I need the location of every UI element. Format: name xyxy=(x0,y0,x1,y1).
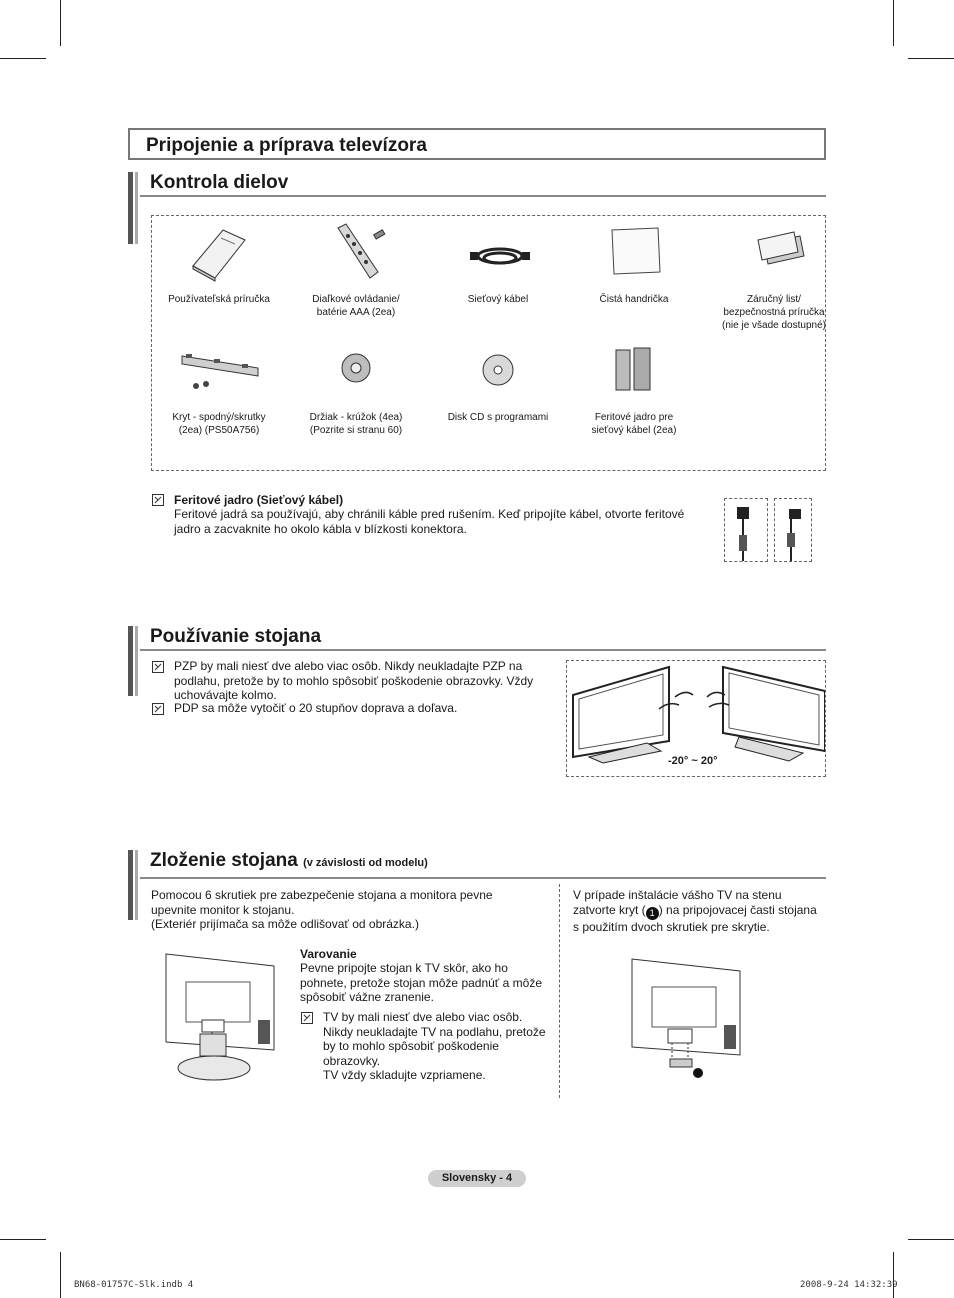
section-heading-assembly xyxy=(150,850,428,872)
part-ferrite xyxy=(566,340,702,437)
plug-icon xyxy=(725,499,769,563)
section-heading-stand-use: Používanie stojana xyxy=(150,626,322,647)
crop-mark xyxy=(60,0,61,46)
part-label: Kryt - spodný/skrutky (2ea) (PS50A756) xyxy=(172,412,266,436)
section-rule xyxy=(140,649,826,651)
part-power-cord xyxy=(430,222,566,306)
assembly-right-text-a: V prípade inštalácie vášho TV na stenu zatvorte kryt ( xyxy=(573,888,782,917)
part-label: Diaľkové ovládanie/ batérie AAA (2ea) xyxy=(312,294,400,318)
plug-icon xyxy=(775,499,813,563)
holder-ring-icon xyxy=(316,340,396,402)
part-label: Držiak - krúžok (4ea) (Pozrite si stranu 60) xyxy=(309,412,403,436)
remote-icon xyxy=(316,222,396,284)
section-rule xyxy=(140,877,826,879)
part-label: Disk CD s programami xyxy=(447,412,549,423)
cover-screws-icon xyxy=(174,340,264,402)
tv-back-stand-icon xyxy=(162,950,282,1088)
part-label: Čistá handrička xyxy=(599,294,669,305)
angle-label: -20° ~ 20° xyxy=(668,755,718,767)
part-label: Záručný list/ bezpečnostná príručka (nie je všade dostupné) xyxy=(722,294,826,331)
warning-title: Varovanie xyxy=(300,947,357,961)
column-divider xyxy=(559,884,560,1098)
part-label: Používateľská príručka xyxy=(168,294,270,305)
ferrite-illustration xyxy=(724,498,768,562)
part-cover-screws xyxy=(151,340,287,437)
warranty-card-icon xyxy=(734,222,814,284)
part-label: Sieťový kábel xyxy=(467,294,529,305)
section-heading-assembly-text: Zloženie stojana xyxy=(150,850,298,871)
marker-one: 1 xyxy=(646,907,659,920)
part-holder-ring xyxy=(288,340,424,437)
crop-mark xyxy=(0,1239,46,1240)
warning-note: TV by mali niesť dve alebo viac osôb. Nikdy neukladajte TV na podlahu, pretože by to mohlo spôsobiť poškodenie obrazovky. TV vždy skladujte vzpriamene. xyxy=(323,1010,546,1083)
ferrite-note-body: Feritové jadrá sa používajú, aby chránili káble pred rušením. Keď pripojíte kábel, otvorte feritové jadro a zacvaknite ho okolo kábla v blízkosti konektora. xyxy=(174,507,685,536)
assembly-right-text-b: ) na pripojovacej časti stojana s použitím dvoch skrutiek pre skrytie. xyxy=(573,902,817,934)
crop-mark xyxy=(908,1239,954,1240)
crop-mark xyxy=(893,0,894,46)
crop-mark xyxy=(893,1252,894,1298)
file-info: BN68-01757C-Slk.indb 4 xyxy=(74,1280,194,1290)
page-title: Pripojenie a príprava televízora xyxy=(128,128,826,160)
power-cord-icon xyxy=(458,222,538,284)
part-cloth xyxy=(566,222,702,306)
assembly-right-text xyxy=(573,888,825,934)
crop-mark xyxy=(908,58,954,59)
assembly-left-text: Pomocou 6 skrutiek pre zabezpečenie stojana a monitora pevne upevnite monitor k stojanu. (Exteriér prijímača sa môže odlišovať od obrázka.) xyxy=(151,888,493,932)
print-timestamp: 2008-9-24 14:32:39 xyxy=(800,1280,898,1290)
note-icon xyxy=(152,494,164,506)
ferrite-core-icon xyxy=(594,340,674,402)
ferrite-illustration xyxy=(774,498,812,562)
stand-use-note-1: PZP by mali niesť dve alebo viac osôb. Nikdy neukladajte PZP na podlahu, pretože by to mohlo spôsobiť poškodenie obrazovky. Vždy uchovávajte kolmo. xyxy=(174,659,534,703)
section-bar xyxy=(128,172,140,244)
part-remote xyxy=(288,222,424,319)
tv-back-cover-icon xyxy=(628,955,748,1079)
note-icon xyxy=(301,1012,313,1024)
ferrite-note-title: Feritové jadro (Sieťový kábel) xyxy=(174,493,344,507)
note-icon xyxy=(152,703,164,715)
part-warranty xyxy=(706,222,842,332)
section-bar xyxy=(128,626,140,696)
crop-mark xyxy=(60,1252,61,1298)
cloth-icon xyxy=(594,222,674,284)
note-icon xyxy=(152,661,164,673)
part-cd xyxy=(430,340,566,424)
section-bar xyxy=(128,850,140,920)
section-rule xyxy=(140,195,826,197)
page-number-badge: Slovensky - 4 xyxy=(428,1170,526,1187)
stand-use-note-2: PDP sa môže vytočiť o 20 stupňov doprava a doľava. xyxy=(174,701,458,715)
cd-icon xyxy=(458,340,538,402)
part-manual xyxy=(151,222,287,306)
section-heading-assembly-suffix: (v závislosti od modelu) xyxy=(303,857,428,869)
crop-mark xyxy=(0,58,46,59)
warning-body: Pevne pripojte stojan k TV skôr, ako ho pohnete, pretože stojan môže padnúť a môže spôsobiť vážne zranenie. xyxy=(300,961,542,1005)
section-heading-parts: Kontrola dielov xyxy=(150,172,289,193)
part-label: Feritové jadro pre sieťový kábel (2ea) xyxy=(591,412,677,436)
manual-icon xyxy=(179,222,259,284)
